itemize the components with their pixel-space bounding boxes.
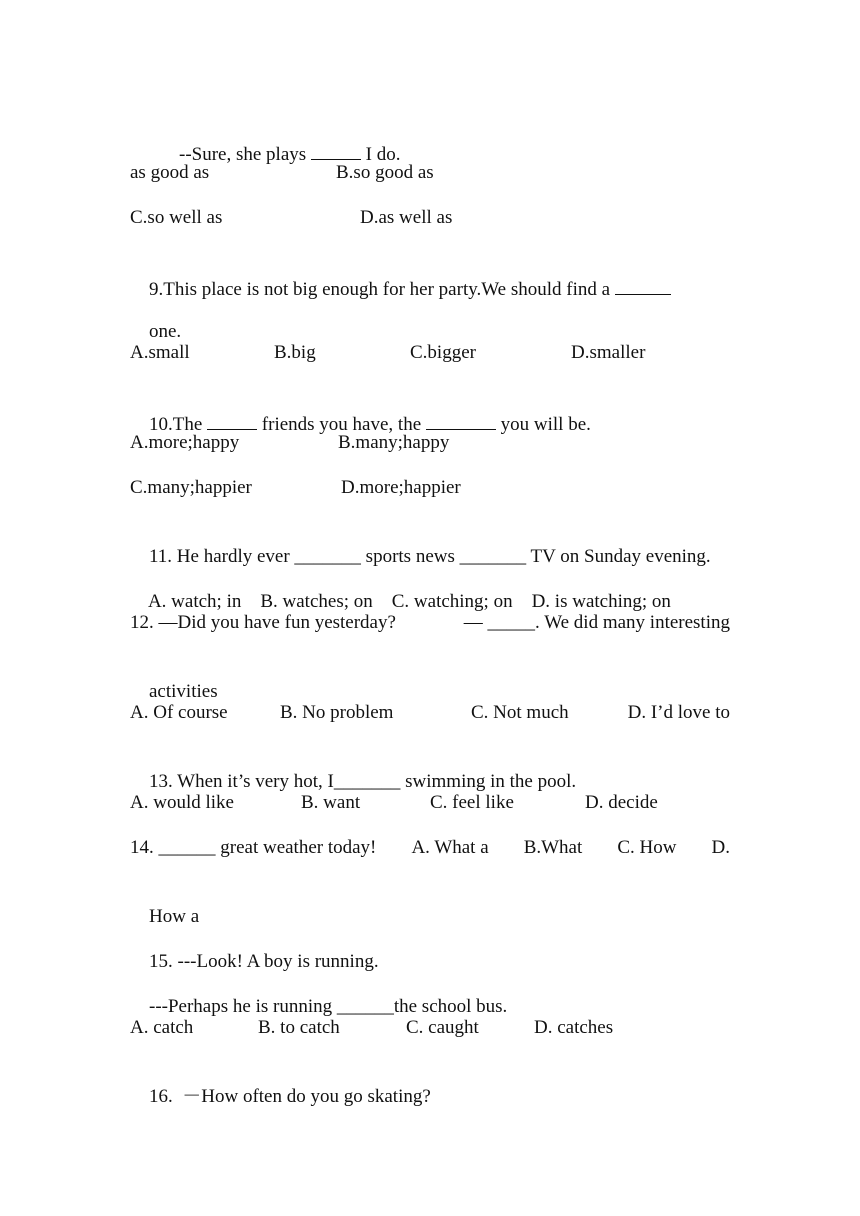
question-text: 15. ---Look! A boy is running. — [149, 951, 379, 972]
option-d-prefix: D. — [711, 837, 730, 858]
question-text: 13. When it’s very hot, I_______ swimming in the pool. — [149, 771, 577, 792]
options-row — [130, 341, 730, 365]
option-b: B.many;happy — [338, 432, 450, 453]
option-a: A. catch — [130, 1017, 194, 1038]
options-row — [130, 1016, 730, 1040]
question-text: activities — [149, 681, 218, 702]
option-c: C.bigger — [410, 342, 476, 363]
dialogue-text-end: I do. — [360, 144, 401, 165]
option-c: C. How — [617, 837, 677, 858]
option-d: D.as well as — [360, 207, 453, 228]
answer-blank — [426, 410, 496, 430]
answer-blank — [615, 275, 671, 295]
question-text: 10.The — [149, 414, 208, 435]
options-text: A. watch; in B. watches; on C. watching; on D. is watching; on — [147, 591, 671, 612]
question-13 — [130, 746, 730, 792]
question-12-continued — [130, 656, 730, 702]
question-14 — [130, 836, 730, 860]
option-a: A. What a — [411, 837, 489, 858]
question-text-mid: friends you have, the — [257, 414, 426, 435]
option-a: A. would like — [130, 792, 234, 813]
option-c: C.so well as — [130, 207, 223, 228]
option-d: D. I’d love to — [627, 702, 730, 723]
options-row — [130, 791, 730, 815]
option-a: A.small — [130, 342, 190, 363]
question-12 — [130, 611, 730, 635]
question-text: 9.This place is not big enough for her party.We should find a — [149, 279, 615, 300]
question-14-continued — [130, 881, 730, 927]
option-d-text: How a — [149, 906, 200, 927]
option-b: B. want — [301, 792, 361, 813]
option-b: B. to catch — [258, 1017, 340, 1038]
option-c: C. Not much — [471, 702, 569, 723]
question-text: 16. －How often do you go skating? — [149, 1086, 431, 1107]
options-row — [130, 566, 730, 612]
question-text-end: — _____. We did many interesting — [463, 612, 730, 633]
options-row — [130, 701, 730, 725]
option-d: D. decide — [585, 792, 658, 813]
options-row — [130, 206, 730, 230]
option-d: D.smaller — [571, 342, 646, 363]
question-15-line-2 — [130, 971, 730, 1017]
option-a: A. Of course — [130, 702, 228, 723]
question-text: 11. He hardly ever _______ sports news _______ TV on Sunday evening. — [149, 546, 711, 567]
option-c: C.many;happier — [130, 477, 252, 498]
option-b: B.big — [274, 342, 316, 363]
question-10 — [130, 386, 730, 435]
option-d: D.more;happier — [341, 477, 461, 498]
answer-blank — [311, 140, 361, 160]
question-text: 14. ______ great weather today! — [130, 837, 377, 858]
dialogue-line — [160, 116, 730, 165]
option-b: B.so good as — [336, 162, 434, 183]
options-row — [130, 161, 730, 185]
question-text: one. — [149, 321, 182, 342]
option-d: D. catches — [534, 1017, 614, 1038]
options-row — [130, 431, 730, 455]
option-b: B. No problem — [280, 702, 394, 723]
question-text: ---Perhaps he is running ______the school bus. — [149, 996, 508, 1017]
question-11 — [130, 521, 730, 567]
answer-blank — [207, 410, 257, 430]
question-9 — [130, 251, 730, 300]
dialogue-text: --Sure, she plays — [179, 144, 311, 165]
options-row — [130, 476, 730, 500]
option-a: A.more;happy — [130, 432, 240, 453]
question-15 — [130, 926, 730, 972]
option-c: C. caught — [406, 1017, 479, 1038]
question-text-end: you will be. — [495, 414, 591, 435]
option-c: C. feel like — [430, 792, 514, 813]
option-b: B.What — [523, 837, 583, 858]
option-a: as good as — [130, 162, 210, 183]
question-text: 12. —Did you have fun yesterday? — [130, 612, 396, 633]
question-9-continued — [130, 296, 730, 342]
question-16 — [130, 1061, 730, 1107]
